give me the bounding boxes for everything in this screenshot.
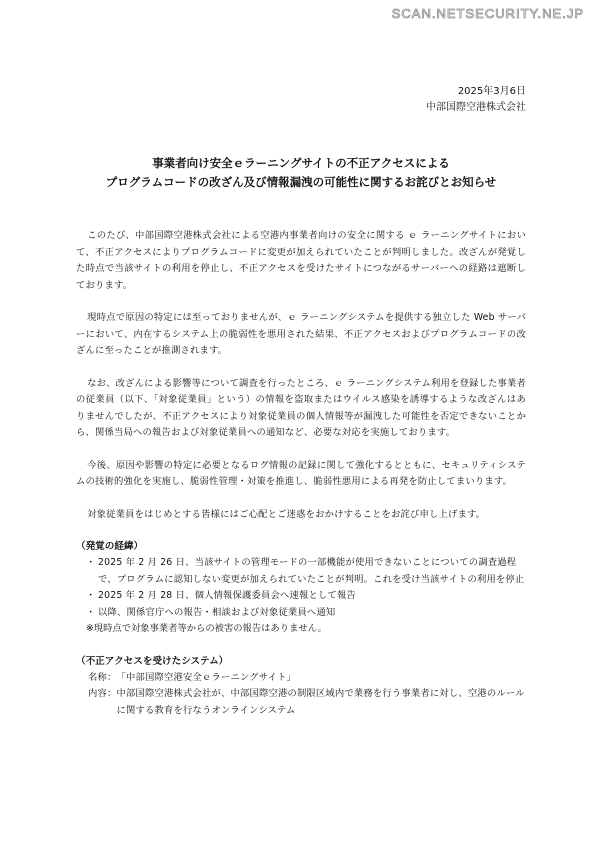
document-title	[76, 154, 526, 192]
paragraph-apology: 対象従業員をはじめとする皆様にはご心配とご迷惑をおかけすることをお詫び申し上げます。	[87, 508, 486, 520]
system-content-label: 内容：	[88, 688, 117, 699]
watermark-text: SCAN.NETSECURITY.NE.JP	[391, 6, 584, 21]
paragraph-cause: 現時点で原因の特定には至っておりませんが、ｅ ラーニングシステムを提供する独立した Web サーバーにおいて、内在するシステム上の脆弱性を悪用された結果、不正アクセスおよびプログラムコードの改ざんに至ったことが推測されます。	[76, 312, 526, 356]
list-item-text: 2025 年 2 月 26 日、当該サイトの管理モードの一部機能が使用できないことについての調査過程で、プログラムに認知しない変更が加えられていたことが判明。これを受け当該サイトの利用を停止	[98, 557, 525, 585]
paragraph-incident: このたび、中部国際空港株式会社による空港内事業者向けの安全に関する ｅ ラーニングサイトにおいて、不正アクセスによりプログラムコードに変更が加えられていたことが判明しました。改ざんが発覚した時点で当該サイトの利用を停止し、不正アクセスを受けたサイトにつながるサーバーへの経路は遮断しております。	[76, 230, 526, 291]
system-content-row	[76, 686, 526, 719]
document-date: 2025年3月6日	[457, 86, 526, 97]
paragraph-prevention: 今後、原因や影響の特定に必要となるログ情報の記録に関して強化するとともに、セキュリティシステムの技術的強化を実施し、脆弱性管理・対策を推進し、脆弱性悪用による再発を防止してまいります。	[76, 459, 526, 487]
title-line-2: プログラムコードの改ざん及び情報漏洩の可能性に関するお詫びとお知らせ	[105, 175, 497, 189]
system-section	[76, 654, 526, 720]
document-meta	[76, 84, 526, 116]
paragraph-impact: なお、改ざんによる影響等について調査を行ったところ、ｅ ラーニングシステム利用を登録した事業者の従業員（以下、「対象従業員」という）の情報を盗取またはウイルス感染を誘導するような改ざんはありませんでしたが、不正アクセスにより対象従業員の個人情報等が漏洩した可能性を否定できないことから、関係当局への報告および対象従業員への通知など、必要な対応を実施しております。	[76, 377, 526, 438]
list-item	[76, 605, 526, 622]
bullet-icon: ・	[86, 590, 96, 601]
list-item-text: 2025 年 2 月 28 日、個人情報保護委員会へ速報として報告	[98, 590, 357, 601]
issuing-company: 中部国際空港株式会社	[426, 102, 526, 113]
document-body	[76, 228, 526, 719]
discovery-heading: （発覚の経緯）	[76, 541, 144, 552]
bullet-icon: ・	[86, 557, 96, 568]
damage-note: ※現時点で対象事業者等からの被害の報告はありません。	[86, 623, 327, 634]
document-page	[76, 84, 526, 719]
title-line-1: 事業者向け安全ｅラーニングサイトの不正アクセスによる	[152, 156, 450, 170]
system-content-value: 中部国際空港株式会社が、中部国際空港の制限区域内で業務を行う事業者に対し、空港のルールに関する教育を行なうオンラインシステム	[116, 688, 525, 716]
system-name-row	[76, 670, 526, 687]
system-name-value: 「中部国際空港安全ｅラーニングサイト」	[116, 671, 297, 683]
list-item	[76, 588, 526, 605]
discovery-list	[76, 555, 526, 621]
list-item-text: 以降、関係官庁への報告・相談および対象従業員へ通知	[98, 606, 336, 618]
list-item	[76, 555, 526, 588]
bullet-icon: ・	[86, 606, 96, 618]
system-name-label: 名称：	[88, 671, 117, 683]
discovery-section	[76, 539, 526, 638]
system-heading: （不正アクセスを受けたシステム）	[76, 655, 229, 667]
